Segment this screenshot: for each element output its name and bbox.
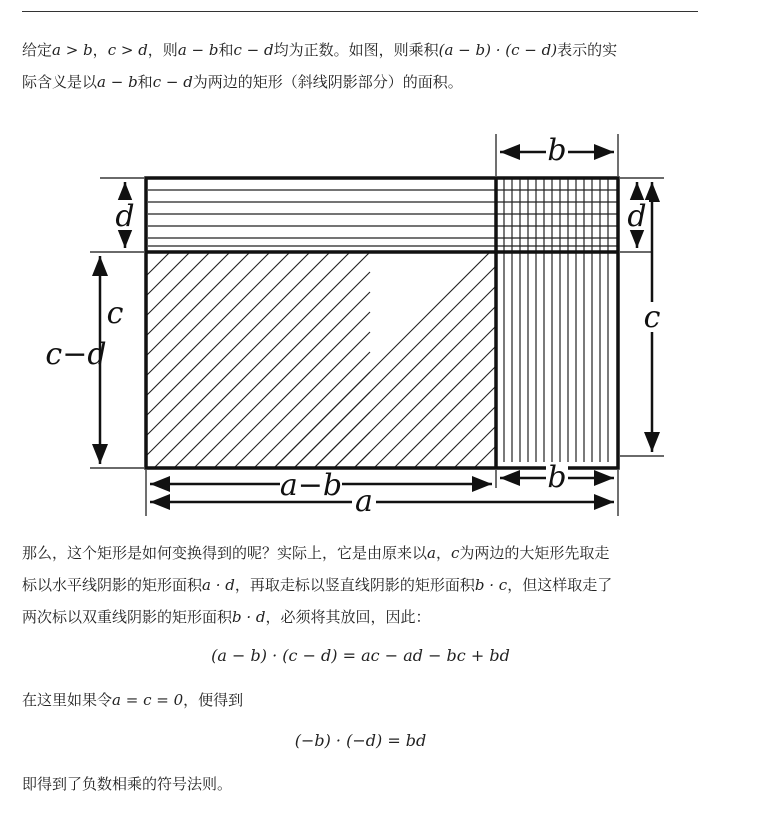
dimension-arrows bbox=[100, 152, 652, 502]
label-c-left: c bbox=[106, 296, 124, 331]
label-d-left: d bbox=[115, 199, 135, 234]
diagonal-hatch bbox=[146, 126, 672, 518]
label-b-bottom: b bbox=[547, 460, 567, 495]
intro-line-2: 际含义是以a − b和c − d为两边的矩形（斜线阴影部分）的面积。 bbox=[22, 73, 463, 91]
label-a: a bbox=[355, 484, 373, 518]
label-c-right: c bbox=[643, 300, 661, 335]
explanation-line-3: 两次标以双重线阴影的矩形面积b · d，必须将其放回，因此： bbox=[22, 608, 431, 626]
horizontal-hatch bbox=[148, 190, 618, 246]
top-rule bbox=[22, 11, 698, 12]
vertical-hatch bbox=[504, 178, 608, 462]
label-d-right: d bbox=[627, 199, 647, 234]
extension-lines bbox=[90, 134, 664, 516]
equation-sign-rule: (−b) · (−d) = bd bbox=[294, 731, 427, 750]
explanation-paragraph bbox=[22, 537, 712, 633]
substitution-line: 在这里如果令a = c = 0，便得到 bbox=[22, 691, 244, 709]
label-a-minus-b: a−b bbox=[279, 468, 343, 503]
conclusion-line: 即得到了负数相乘的符号法则。 bbox=[22, 775, 233, 793]
intro-paragraph bbox=[22, 34, 712, 98]
intro-line-1: 给定a > b，c > d，则a − b和c − d均为正数。如图，则乘积(a − b) · (c − d)表示的实 bbox=[22, 41, 618, 59]
equation-expansion: (a − b) · (c − d) = ac − ad − bc + bd bbox=[211, 646, 510, 665]
explanation-line-1: 那么，这个矩形是如何变换得到的呢？实际上，它是由原来以a，c为两边的大矩形先取走 bbox=[22, 544, 610, 562]
label-c-minus-d: c−d bbox=[45, 337, 107, 372]
explanation-line-2: 标以水平线阴影的矩形面积a · d，再取走标以竖直线阴影的矩形面积b · c，但这样取走了 bbox=[22, 576, 613, 594]
label-b-top: b bbox=[547, 133, 567, 168]
area-diagram bbox=[22, 126, 672, 518]
